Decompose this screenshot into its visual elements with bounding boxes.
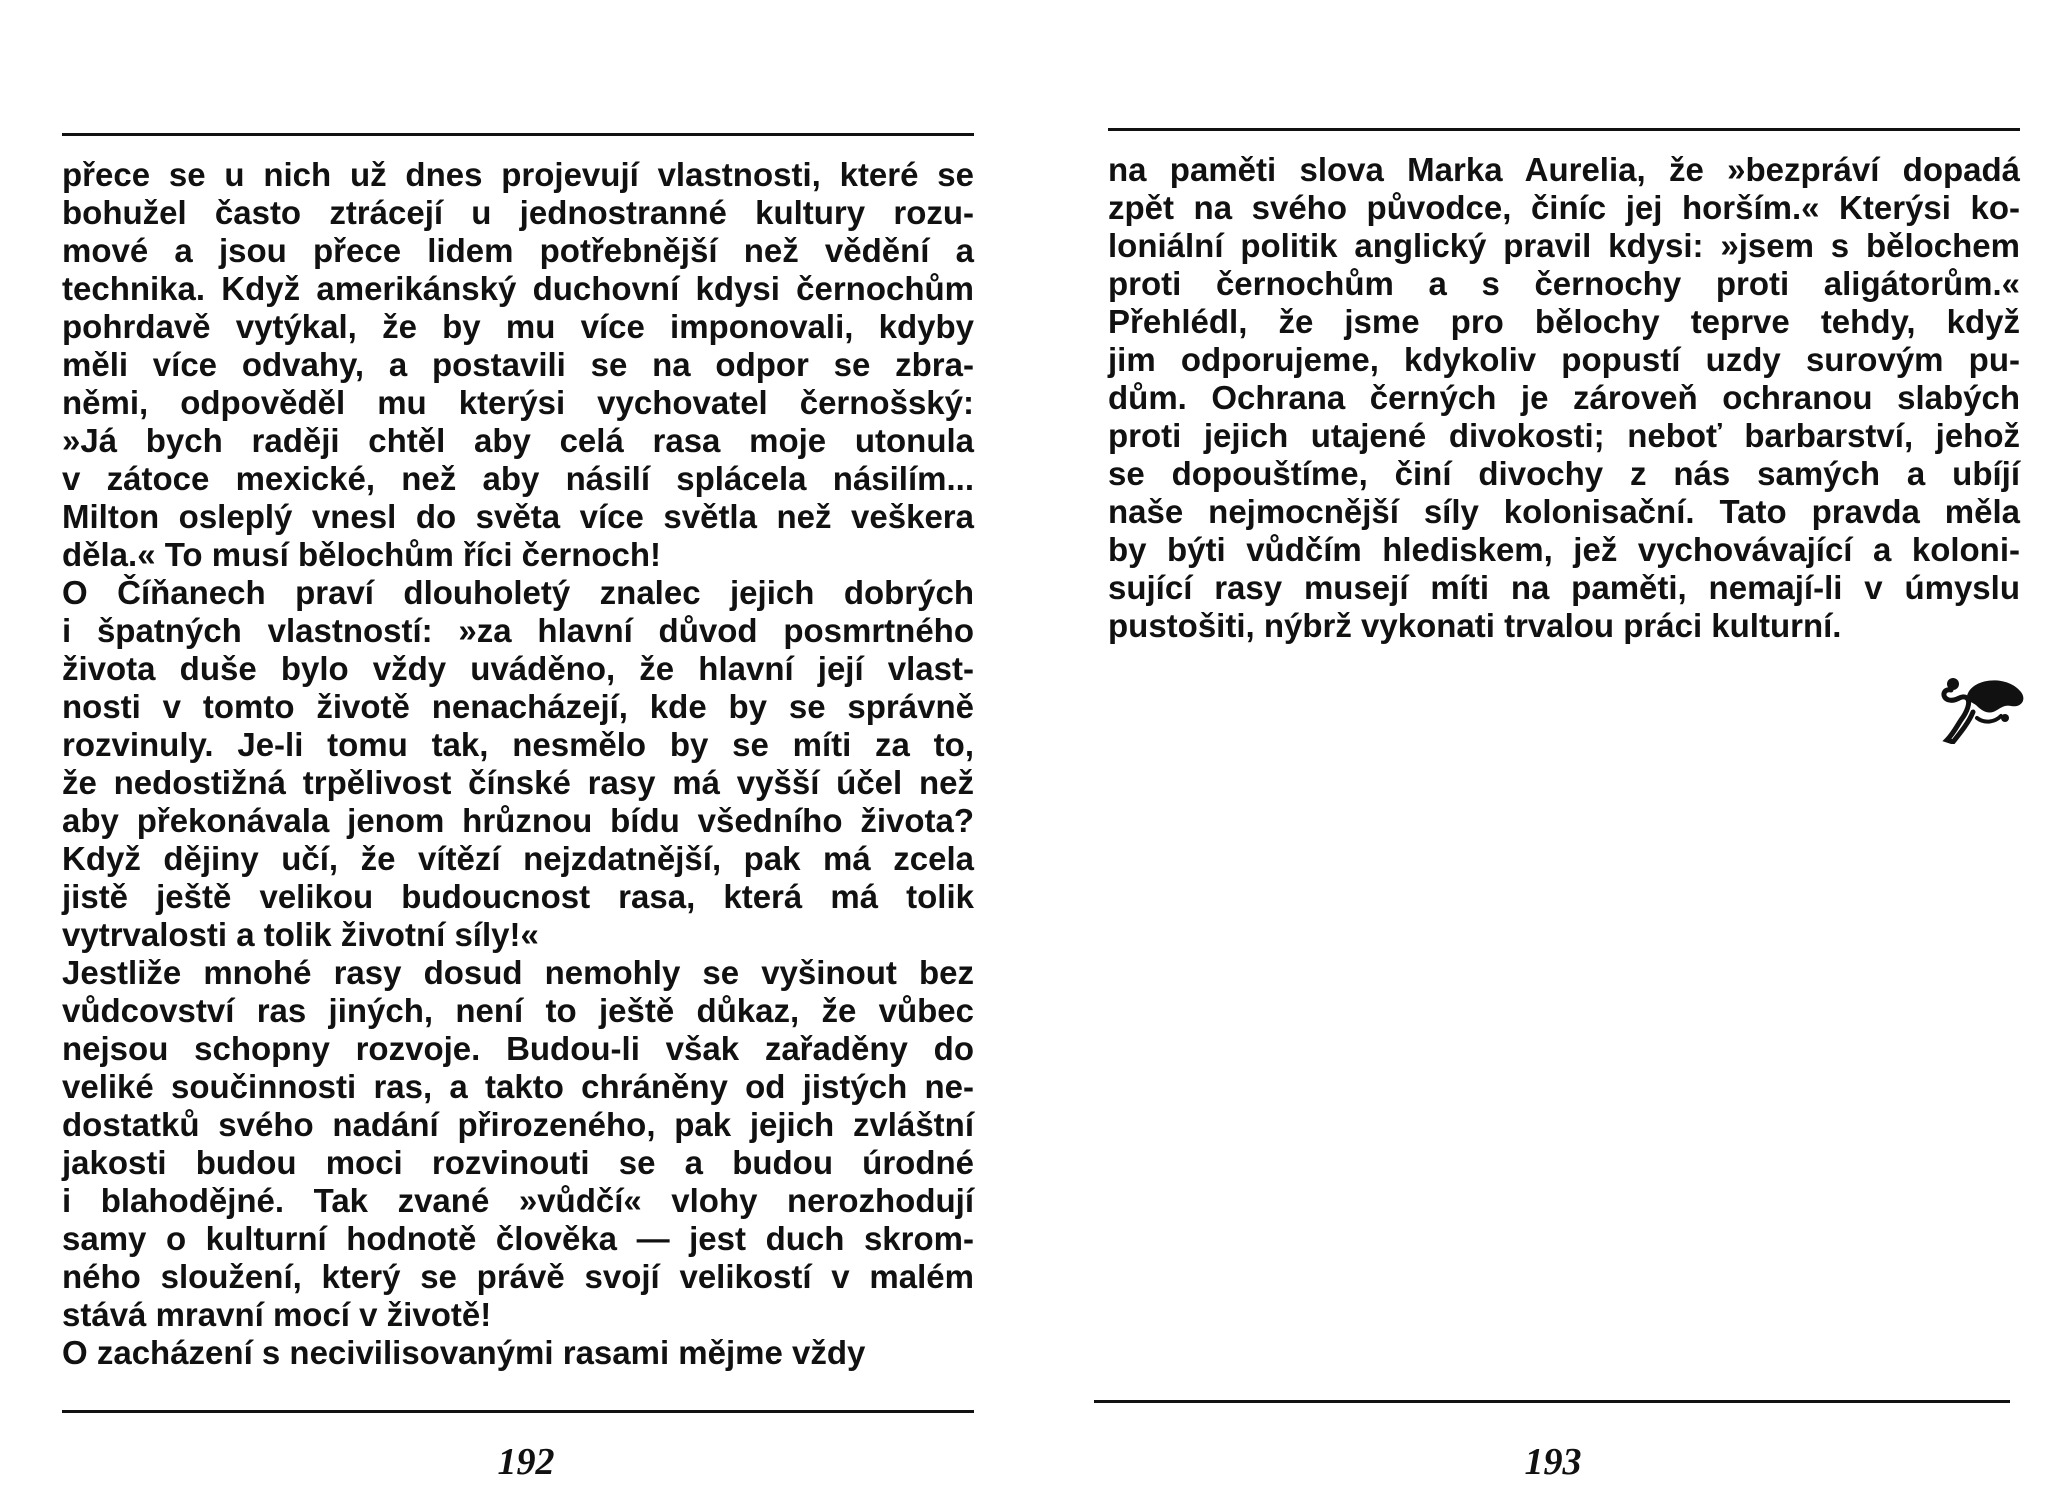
text-line: O zacházení s necivilisovanými rasami mějme vždy bbox=[62, 1334, 866, 1371]
top-rule bbox=[62, 133, 974, 136]
text-line: ného sloužení, který se právě svojí velikostí v malém bbox=[62, 1258, 974, 1295]
text-line: přece se u nich už dnes projevují vlastnosti, které se bbox=[62, 156, 974, 193]
text-line: jim odporujeme, kdykoliv popustí uzdy surovým pu- bbox=[1108, 341, 2020, 378]
text-line: Přehlédl, že jsme pro bělochy teprve tehdy, když bbox=[1108, 303, 2020, 340]
text-line: vůdcovství ras jiných, není to ještě důkaz, že vůbec bbox=[62, 992, 974, 1029]
text-line: Když dějiny učí, že vítězí nejzdatnější, pak má zcela bbox=[62, 840, 974, 877]
paragraph bbox=[1108, 151, 2020, 645]
text-line: mové a jsou přece lidem potřebnější než vědění a bbox=[62, 232, 974, 269]
end-ornament-icon bbox=[1937, 668, 2027, 744]
bottom-rule bbox=[62, 1410, 974, 1413]
text-line: v zátoce mexické, než aby násilí splácela násilím... bbox=[62, 460, 974, 497]
text-line: dům. Ochrana černých je zároveň ochranou slabých bbox=[1108, 379, 2020, 416]
text-line: že nedostižná trpělivost čínské rasy má vyšší účel než bbox=[62, 764, 974, 801]
text-line: naše nejmocnější síly kolonisační. Tato pravda měla bbox=[1108, 493, 2020, 530]
right-page bbox=[1027, 0, 2054, 1500]
page-number: 193 bbox=[1524, 1441, 1582, 1483]
text-line: na paměti slova Marka Aurelia, že »bezpráví dopadá bbox=[1108, 151, 2020, 188]
text-line: pohrdavě vytýkal, že by mu více imponovali, kdyby bbox=[62, 308, 974, 345]
text-line: O Číňanech praví dlouholetý znalec jejich dobrých bbox=[62, 574, 974, 611]
bottom-rule bbox=[1094, 1400, 2010, 1403]
text-line: samy o kulturní hodnotě člověka — jest duch skrom- bbox=[62, 1220, 974, 1257]
right-page-text bbox=[1108, 151, 2020, 645]
text-line: nosti v tomto životě nenacházejí, kde by se správně bbox=[62, 688, 974, 725]
text-line: proti jejich utajené divokosti; neboť barbarství, jehož bbox=[1108, 417, 2020, 454]
text-line: života duše bylo vždy uváděno, že hlavní její vlast- bbox=[62, 650, 974, 687]
text-line: němi, odpověděl mu kterýsi vychovatel černošský: bbox=[62, 384, 974, 421]
text-line: zpět na svého původce, činíc jej horším.« Kterýsi ko- bbox=[1108, 189, 2020, 226]
text-line: i špatných vlastností: »za hlavní důvod posmrtného bbox=[62, 612, 974, 649]
text-line: se dopouštíme, činí divochy z nás samých a ubíjí bbox=[1108, 455, 2020, 492]
text-line: »Já bych raději chtěl aby celá rasa moje utonula bbox=[62, 422, 974, 459]
page-number: 192 bbox=[497, 1441, 555, 1483]
text-line: veliké součinnosti ras, a takto chráněny od jistých ne- bbox=[62, 1068, 974, 1105]
text-line: Milton osleplý vnesl do světa více světla než veškera bbox=[62, 498, 974, 535]
text-line: děla.« To musí bělochům říci černoch! bbox=[62, 536, 662, 573]
text-line: Jestliže mnohé rasy dosud nemohly se vyšinout bez bbox=[62, 954, 974, 991]
paragraph bbox=[62, 574, 974, 954]
text-line: i blahodějné. Tak zvané »vůdčí« vlohy nerozhodují bbox=[62, 1182, 974, 1219]
text-line: proti černochům a s černochy proti aligátorům.« bbox=[1108, 265, 2020, 302]
top-rule bbox=[1108, 128, 2020, 131]
paragraph bbox=[62, 1334, 974, 1372]
text-line: nejsou schopny rozvoje. Budou-li však zařaděny do bbox=[62, 1030, 974, 1067]
text-line: loniální politik anglický pravil kdysi: »jsem s bělochem bbox=[1108, 227, 2020, 264]
left-page-text bbox=[62, 156, 974, 1372]
text-line: dostatků svého nadání přirozeného, pak jejich zvláštní bbox=[62, 1106, 974, 1143]
text-line: aby překonávala jenom hrůznou bídu všedního života? bbox=[62, 802, 974, 839]
text-line: bohužel často ztrácejí u jednostranné kultury rozu- bbox=[62, 194, 974, 231]
paragraph bbox=[62, 156, 974, 574]
text-line: technika. Když amerikánský duchovní kdysi černochům bbox=[62, 270, 974, 307]
text-line: stává mravní mocí v životě! bbox=[62, 1296, 492, 1333]
text-line: jakosti budou moci rozvinouti se a budou úrodné bbox=[62, 1144, 974, 1181]
text-line: sující rasy musejí míti na paměti, nemají-li v úmyslu bbox=[1108, 569, 2020, 606]
text-line: rozvinuly. Je-li tomu tak, nesmělo by se míti za to, bbox=[62, 726, 974, 763]
paragraph bbox=[62, 954, 974, 1334]
text-line: by býti vůdčím hlediskem, jež vychovávající a koloni- bbox=[1108, 531, 2020, 568]
text-line: pustošiti, nýbrž vykonati trvalou práci kulturní. bbox=[1108, 607, 1842, 644]
text-line: jistě ještě velikou budoucnost rasa, která má tolik bbox=[62, 878, 974, 915]
text-line: vytrvalosti a tolik životní síly!« bbox=[62, 916, 539, 953]
text-line: měli více odvahy, a postavili se na odpor se zbra- bbox=[62, 346, 974, 383]
